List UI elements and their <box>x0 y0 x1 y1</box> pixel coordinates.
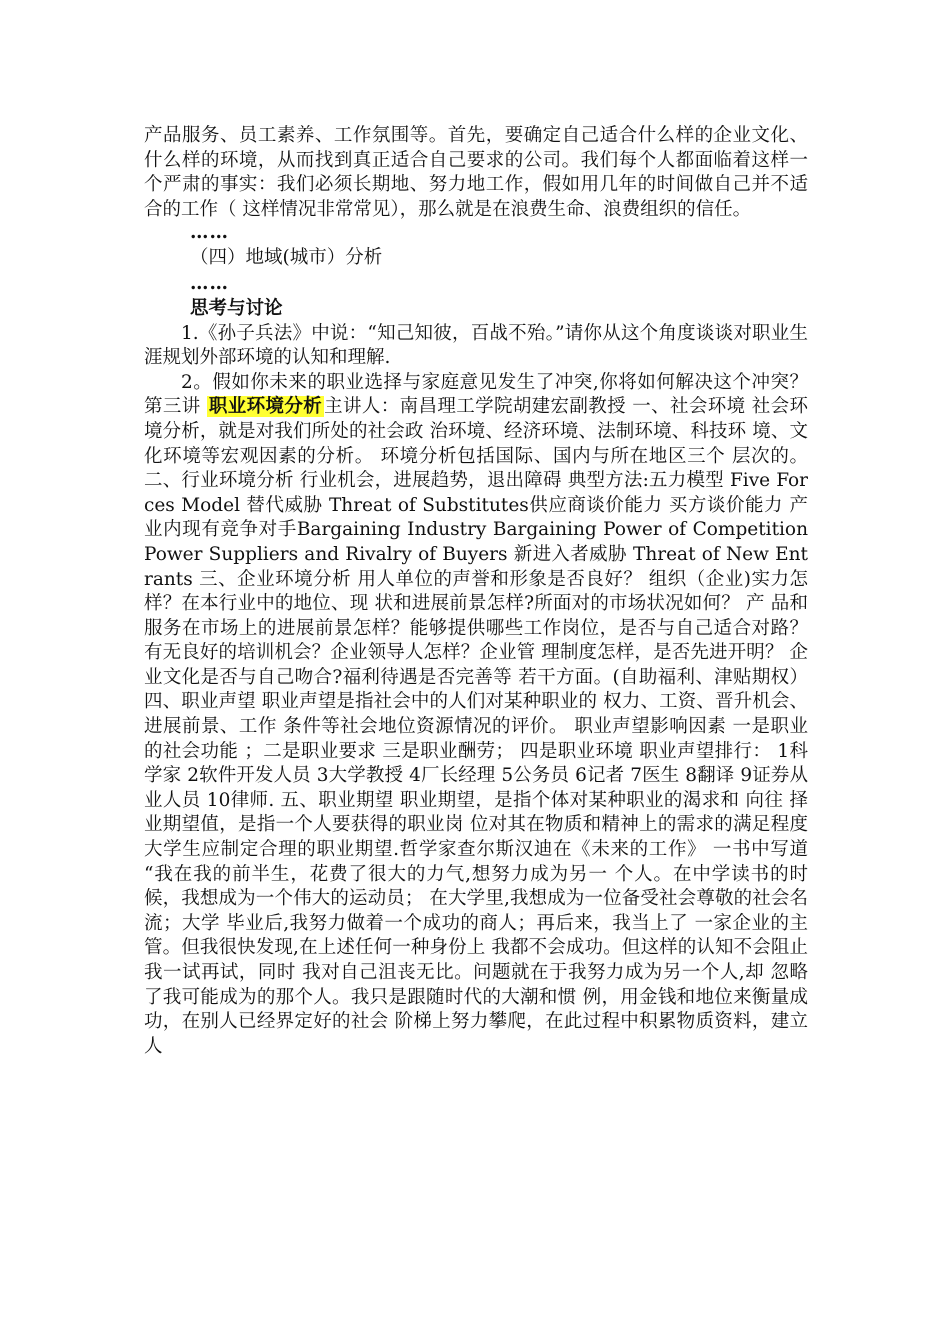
lecture-body-text: 主讲人：南昌理工学院胡建宏副教授 一、社会环境 社会环境分析，就是对我们所处的社会政 治环境、经济环境、法制环境、科技环 境、文化环境等宏观因素的分析。 环境分析包括国际、国内与所在地区三个 层次的。 二、行业环境分析 行业机会，进展趋势，退出障碍 典型方法:五力模型 Five Forces Model 替代威胁 Threat of Substitutes供应商谈价能力 买方谈价能力 产业内现有竞争对手Bargaining Industry Bargaining Power of Competition Power Suppliers and Rivalry of Buyers 新进入者威胁 Threat of New Entrants 三、企业环境分析 用人单位的声誉和形象是否良好？ 组织（企业)实力怎样？在本行业中的地位、现 状和进展前景怎样?所面对的市场状况如何？ 产 品和服务在市场上的进展前景怎样？能够提供哪些工作岗位，是否与自己适合对路？ 有无良好的培训机会？企业领导人怎样？企业管 理制度怎样，是否先进开明？ 企业文化是否与自己吻合?福利待遇是否完善等 若干方面。(自助福利、津贴期权） 四、职业声望 职业声望是指社会中的人们对某种职业的 权力、工资、晋升机会、进展前景、工作 条件等社会地位资源情况的评价。 职业声望影响因素 一是职业的社会功能 ；二是职业要求 三是职业酬劳； 四是职业环境 职业声望排行： 1科学家 2软件开发人员 3大学教授 4厂长经理 5公务员 6记者 7医生 8翻译 9证券从业人员 10律师. 五、职业期望 职业期望，是指个体对某种职业的渴求和 向往 择业期望值，是指一个人要获得的职业岗 位对其在物质和精神上的需求的满足程度 大学生应制定合理的职业期望.哲学家查尔斯汉迪在《未来的工作》 一书中写道 “我在我的前半生，花费了很大的力气,想努力成为另一 个人。在中学读书的时候，我想成为一个伟大的运动员； 在大学里,我想成为一位备受社会尊敬的社会名流；大学 毕业后,我努力做着一个成功的商人；再后来，我当上了 一家企业的主管。但我很快发现,在上述任何一种身份上 我都不会成功。但这样的认知不会阻止我一试再试，同时 我对自己沮丧无比。问题就在于我努力成为另一个人,却 忽略了我可能成为的那个人。我只是跟随时代的大潮和惯 例，用金钱和地位来衡量成功，在别人已经界定好的社会 阶梯上努力攀爬，在此过程中积累物质资料，建立人 <box>144 396 808 1057</box>
ellipsis: …… <box>190 222 229 244</box>
question-2-paragraph <box>144 371 808 1060</box>
question-2-text: 2。假如你未来的职业选择与家庭意见发生了冲突,你将如何解决这个冲突？第三讲 <box>144 371 808 418</box>
intro-paragraph: 产品服务、员工素养、工作氛围等。首先，要确定自己适合什么样的企业文化、什么样的环境，从而找到真正适合自己要求的公司。我们每个人都面临着这样一个严肃的事实：我们必须长期地、努力地工作，假如用几年的时间做自己并不适合的工作（ 这样情况非常常见），那么就是在浪费生命、浪费组织的信任。 <box>144 125 808 220</box>
section-heading-region-analysis: （四）地域(城市）分析 <box>190 247 383 269</box>
document-body <box>144 124 808 1059</box>
question-1: 1.《孙子兵法》中说：“知己知彼，百战不殆。”请你从这个角度谈谈对职业生涯规划外部环境的认知和理解. <box>144 322 808 369</box>
ellipsis: …… <box>190 272 229 294</box>
discussion-heading: 思考与讨论 <box>190 297 283 319</box>
highlighted-lecture-title: 职业环境分析 <box>208 396 323 418</box>
